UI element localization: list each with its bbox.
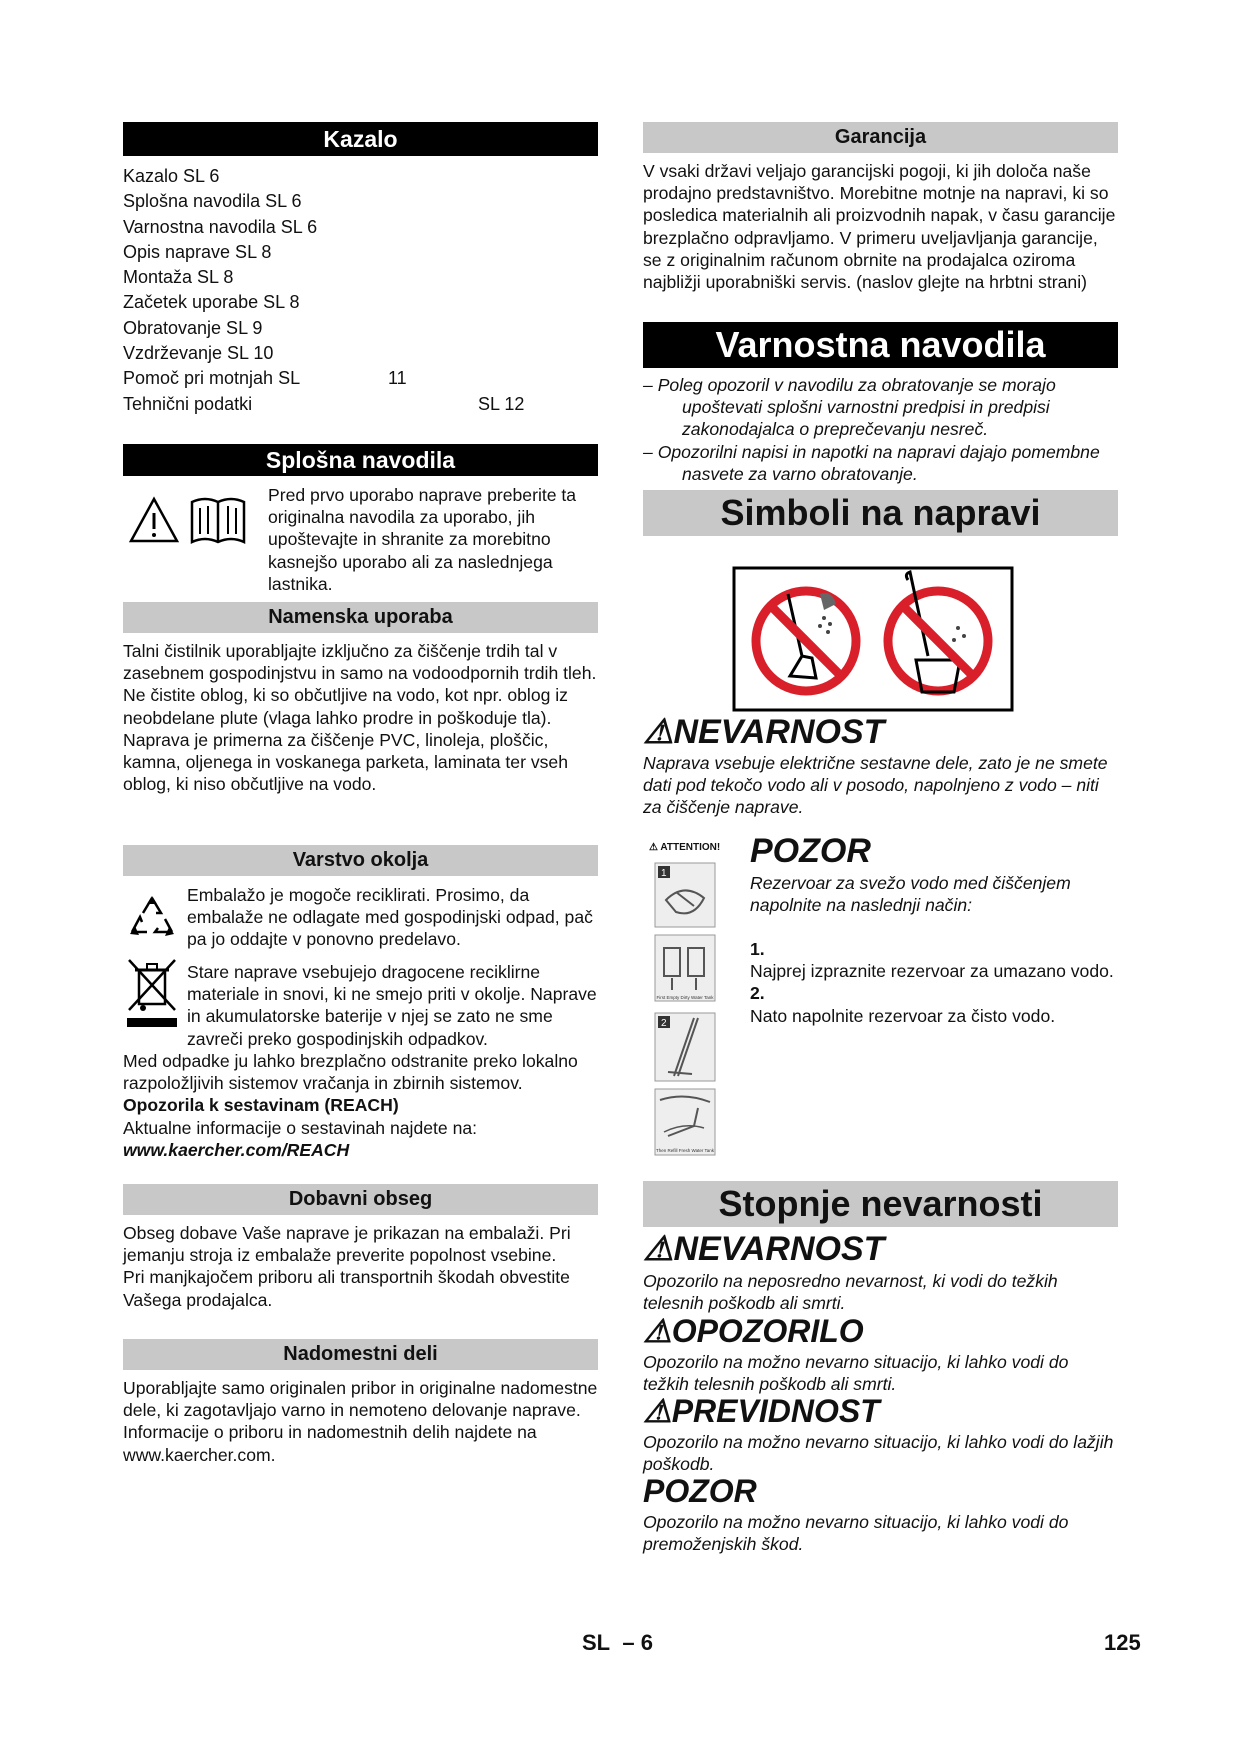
reach-text: Aktualne informacije o sestavinah najdete na: — [123, 1117, 478, 1138]
nevarnost-heading: ⚠NEVARNOST — [643, 713, 885, 751]
crossed-bin-icon — [125, 956, 179, 1028]
namenska-heading: Namenska uporaba — [123, 602, 598, 633]
toc-item[interactable]: Varnostna navodila SL 6 — [123, 216, 318, 237]
paragraph: Pri manjkajočem priboru ali transportnih škodah obvestite Vašega prodajalca. — [123, 1267, 570, 1310]
level-pozor-text: Opozorilo na možno nevarno situacijo, ki lahko vodi do premoženjskih škod. — [643, 1512, 1069, 1555]
manual-book-icon — [188, 494, 248, 546]
empty-tank-illustration-icon — [654, 862, 716, 928]
level-previdnost-text: Opozorilo na možno nevarno situacijo, ki lahko vodi do lažjih poškodb. — [643, 1432, 1114, 1475]
toc-item[interactable]: Vzdrževanje SL 10 — [123, 343, 274, 364]
dobavni-heading: Dobavni obseg — [123, 1184, 598, 1215]
footer-page-number: 125 — [1104, 1630, 1141, 1655]
nadomestni-heading: Nadomestni deli — [123, 1339, 598, 1370]
toc-item[interactable]: Kazalo SL 6 — [123, 166, 220, 186]
warning-triangle-icon: ⚠ — [643, 1313, 672, 1349]
recycle-icon — [125, 892, 179, 946]
step-number: 2. — [750, 983, 765, 1004]
svg-text:1: 1 — [661, 868, 667, 879]
step-text: Nato napolnite rezervoar za čisto vodo. — [750, 1005, 1056, 1026]
level-opozorilo-text: Opozorilo na možno nevarno situacijo, ki lahko vodi do težkih telesnih poškodb ali smrti. — [643, 1352, 1069, 1395]
warning-triangle-icon: ⚠ — [643, 1230, 674, 1268]
stopnje-heading: Stopnje nevarnosti — [643, 1181, 1118, 1227]
step-number: 1. — [750, 939, 765, 959]
toc-item[interactable]: Obratovanje SL 9 — [123, 317, 263, 338]
reach-link[interactable]: www.kaercher.com/REACH — [123, 1139, 350, 1160]
list-item: – Poleg opozoril v navodilu za obratovanje se morajo upoštevati splošni varnostni predpisi in predpisi zakonodajalca o preprečevanju nesreč. — [643, 375, 1056, 440]
toc-item[interactable]: Tehnični podatki SL 12 — [123, 392, 598, 417]
attention-label: ⚠ ATTENTION! — [649, 842, 721, 853]
warning-triangle-icon: ⚠ — [643, 713, 674, 751]
toc-item[interactable]: Splošna navodila SL 6 — [123, 191, 302, 212]
level-opozorilo-heading: ⚠OPOZORILO — [643, 1313, 864, 1349]
fresh-tank-illustration-icon — [654, 1088, 716, 1156]
nadomestni-body — [123, 1377, 598, 1466]
toc-page: SL 12 — [478, 393, 525, 414]
varnostna-heading: Varnostna navodila — [643, 322, 1118, 368]
refill-tank-illustration-icon — [654, 1012, 716, 1082]
level-nevarnost-heading: ⚠NEVARNOST — [643, 1230, 885, 1268]
list-item: – Opozorilni napisi in napotki na napravi dajajo pomembne nasvete za varno obratovanje. — [643, 441, 1100, 484]
paragraph: Talni čistilnik uporabljajte izključno za čiščenje trdih tal v zasebnem gospodinjstvu in samo na vodoodpornih trdih tleh. — [123, 641, 597, 684]
level-nevarnost-text: Opozorilo na neposredno nevarnost, ki vodi do težkih telesnih poškodb ali smrti. — [643, 1271, 1058, 1314]
toc-page: 11 — [388, 368, 407, 389]
level-previdnost-heading: ⚠PREVIDNOST — [643, 1393, 880, 1429]
kazalo-heading: Kazalo — [123, 122, 598, 156]
warning-triangle-icon: ⚠ — [643, 1393, 672, 1429]
svg-text:2: 2 — [661, 1018, 667, 1029]
varstvo-heading: Varstvo okolja — [123, 845, 598, 876]
step-text: Najprej izpraznite rezervoar za umazano vodo. — [750, 961, 1114, 982]
varstvo-p1: Embalažo je mogoče reciklirati. Prosimo, da embalaže ne odlagate med gospodinjski odpad, pač pa jo oddajte v ponovno predelavo. — [187, 885, 593, 950]
paragraph: Obseg dobave Vaše naprave je prikazan na embalaži. Pri jemanju stroja iz embalaže preverite popolnost vsebine. — [123, 1223, 571, 1266]
varstvo-rest — [123, 1050, 598, 1161]
level-pozor-heading: POZOR — [643, 1473, 757, 1509]
table-of-contents — [123, 164, 598, 417]
paragraph: Uporabljajte samo originalen pribor in originalne nadomestne dele, ki zagotavljajo varno in nemoteno delovanje naprave. — [123, 1378, 598, 1421]
no-water-symbol-icon — [732, 566, 1014, 712]
namenska-body — [123, 640, 598, 795]
paragraph: Informacije o priboru in nadomestnih delih najdete na www.kaercher.com. — [123, 1422, 537, 1465]
footer-page-label: – 6 — [622, 1630, 653, 1655]
dirty-tank-illustration-icon — [654, 934, 716, 1002]
pozor-steps — [750, 938, 1118, 1027]
pozor-heading: POZOR — [750, 832, 871, 870]
reach-title: Opozorila k sestavinam (REACH) — [123, 1095, 399, 1116]
simboli-heading: Simboli na napravi — [643, 490, 1118, 536]
step2-caption: Then Refill Fresh Water Tank — [655, 1148, 715, 1153]
dobavni-body — [123, 1222, 598, 1311]
garancija-heading: Garancija — [643, 122, 1118, 153]
varstvo-p2: Stare naprave vsebujejo dragocene reciklirne materiale in snovi, ki ne smejo priti v okolje. Naprave in akumulatorske baterije v njej se zato ne sme zavreči preko gospodinjskih odpadkov. — [187, 962, 597, 1049]
toc-item[interactable]: Montaža SL 8 — [123, 267, 234, 288]
splosna-heading: Splošna navodila — [123, 444, 598, 476]
toc-item[interactable]: Opis naprave SL 8 — [123, 241, 272, 262]
toc-item[interactable]: Začetek uporabe SL 8 — [123, 292, 300, 313]
nevarnost-text: Naprava vsebuje električne sestavne dele, zato je ne smete dati pod tekočo vodo ali v posodo, napolnjeno z vodo – niti za čiščenje naprave. — [643, 753, 1108, 818]
paragraph: Naprava je primerna za čiščenje PVC, linoleja, ploščic, kamna, oljenega in voskanega parketa, laminata ter vseh oblog, ki niso občutljive na vodo. — [123, 729, 568, 795]
splosna-text: Pred prvo uporabo naprave preberite ta originalna navodila za uporabo, jih upoštevajte in shranite za morebitno kasnejšo uporabo ali za naslednjega lastnika. — [268, 485, 577, 594]
varnostna-list — [643, 374, 1118, 485]
toc-item[interactable]: Pomoč pri motnjah SL 11 — [123, 366, 598, 391]
step1-caption: First Empty Dirty Water Tank — [656, 995, 714, 1000]
warning-triangle-icon — [128, 496, 180, 544]
paragraph: Med odpadke ju lahko brezplačno odstranite preko lokalno razpoložljivih sistemov vračanja in zbirnih sistemov. — [123, 1051, 578, 1094]
pozor-text: Rezervoar za svežo vodo med čiščenjem napolnite na naslednji način: — [750, 873, 1071, 916]
footer-section-label: SL – 6 — [582, 1630, 653, 1655]
paragraph: Ne čistite oblog, ki so občutljive na vodo, kot npr. oblog iz neobdelane plute (vlaga lahko prodre in poškoduje tla). — [123, 685, 568, 728]
garancija-text: V vsaki državi veljajo garancijski pogoji, ki jih določa naše prodajno predstavništvo. Morebitne motnje na napravi, ki so posledica materialnih ali proizvodnih napak, v času garancije brezplačno odpravljamo. V primeru uveljavljanja garancije, se z originalnim računom obrnite na prodajalca oziroma najbližji uporabniški servis. (naslov glejte na hrbtni strani) — [643, 161, 1116, 293]
